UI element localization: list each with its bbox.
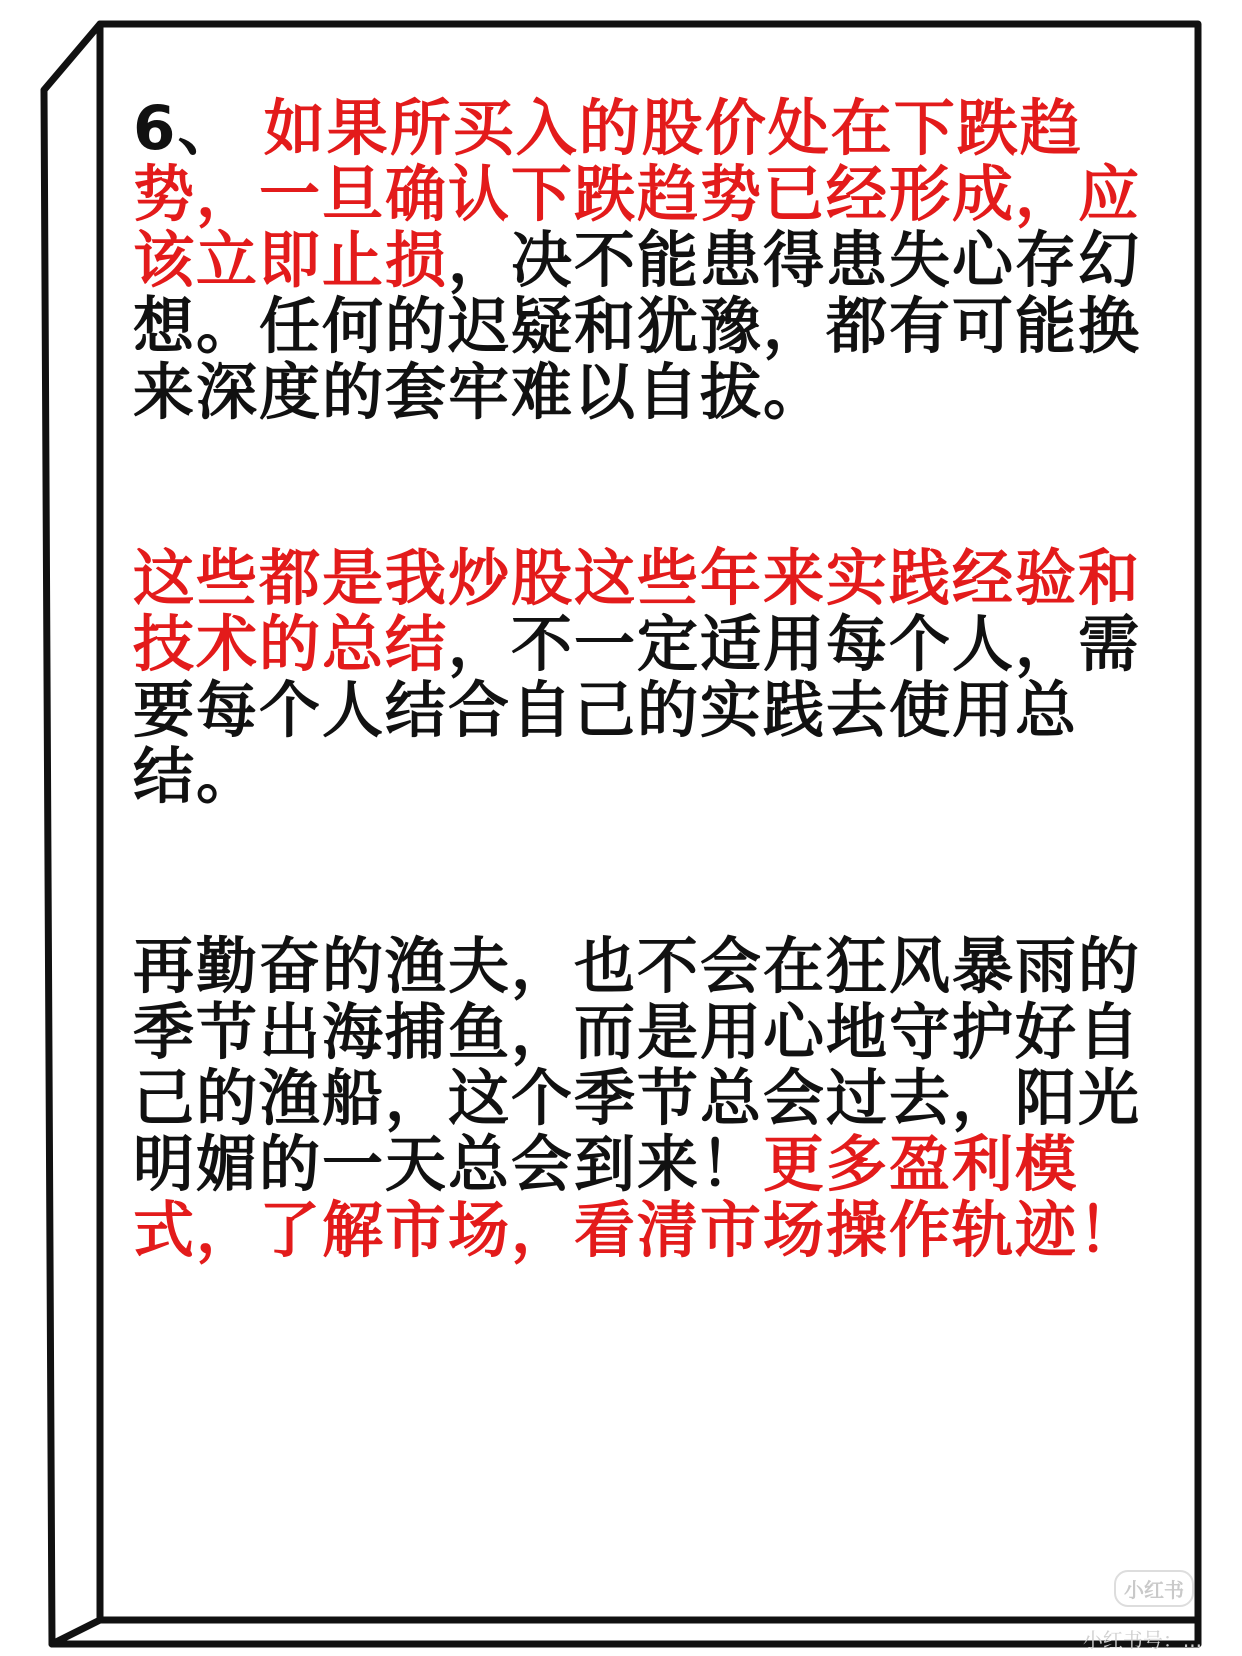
stop-loss-body: ，决不能患得患失心存幻想。任何的迟疑和犹豫，都有可能换来深度的套牢难以自拔。: [133, 225, 1142, 428]
fisherman-body: 再勤奋的渔夫，也不会在狂风暴雨的季节出海捕鱼，而是用心地守护好自己的渔船，这个季节总会过去，阳光明媚的一天总会到来！: [133, 931, 1142, 1200]
summary-body: ，不一定适用每个人，需要每个人结合自己的实践去使用总结。: [133, 609, 1142, 812]
watermark-id: 小红书号：...: [1082, 1628, 1202, 1652]
paragraph-stop-loss: [133, 93, 1168, 428]
highlight-stop-loss: 如果所买入的股价处在下跌趋势，一旦确认下跌趋势已经形成，应该立即止损: [133, 93, 1142, 296]
book-spine-side: [44, 24, 100, 1644]
watermark-logo: 小红书: [1114, 1570, 1194, 1607]
main-text: [133, 93, 1168, 1266]
paragraph-fisherman: [133, 931, 1168, 1266]
highlight-summary: 这些都是我炒股这些年来实践经验和技术的总结: [133, 543, 1142, 680]
item-number: 6、: [133, 93, 264, 164]
highlight-call-to-action: 更多盈利模式，了解市场，看清市场操作轨迹！: [133, 1129, 1142, 1266]
paragraph-summary: [133, 543, 1168, 812]
